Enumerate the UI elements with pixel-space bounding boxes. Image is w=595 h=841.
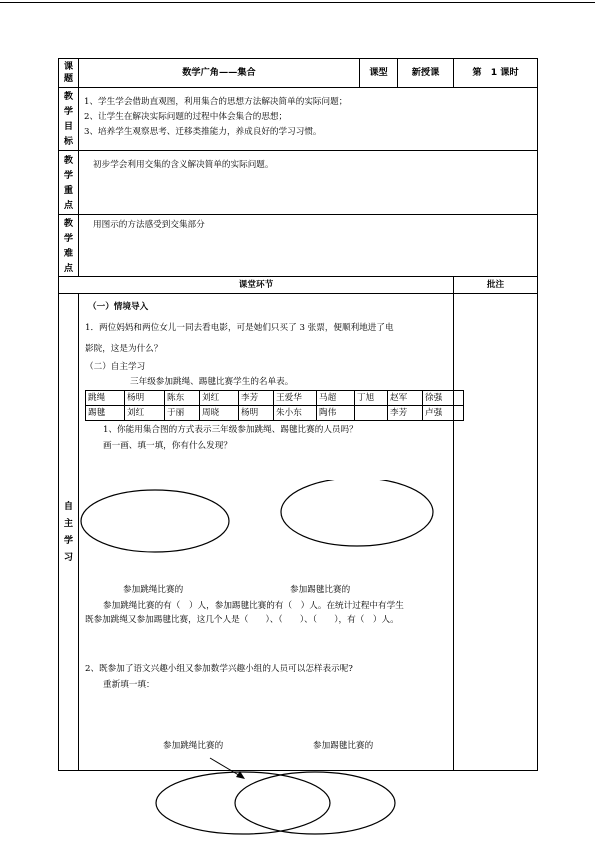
venn-2-left-label: 参加跳绳比赛的: [163, 741, 224, 751]
table-cell: 朱小东: [274, 406, 317, 421]
key-points-label-char: 重: [63, 184, 74, 196]
difficulties-cell: [78, 214, 538, 277]
period-cell: [453, 58, 538, 88]
topic-label-cell: [58, 58, 79, 88]
shuttlecock-set-ellipse: [235, 772, 395, 834]
table-cell: 卢强: [423, 406, 464, 421]
table-cell: 杨明: [239, 406, 274, 421]
jump-rope-set-ellipse: [156, 772, 330, 834]
class-steps-header: [58, 276, 454, 294]
table-cell: 王爱华: [274, 391, 317, 406]
lesson-type-value: 新授课: [411, 67, 440, 78]
table-cell: 陶伟: [317, 406, 355, 421]
table-cell: 马超: [317, 391, 355, 406]
venn-2-right-label: 参加踢毽比赛的: [313, 741, 374, 751]
table-cell: 李芳: [388, 406, 423, 421]
table-cell: 徐强: [423, 391, 464, 406]
type-value-cell: [397, 58, 454, 88]
key-points-label-cell: [58, 150, 79, 215]
table-cell: 杨明: [125, 391, 165, 406]
self-study-label-char: 主: [63, 518, 74, 529]
table-cell: 踢毽: [86, 406, 125, 421]
jump-rope-set-ellipse: [81, 490, 229, 552]
lesson-period: 第 1 课时: [472, 67, 519, 78]
task-1: 1、你能用集合图的方式表示三年级参加跳绳、踢毽比赛的人员吗？: [103, 425, 358, 435]
fill-in-line-1: 参加跳绳比赛的有（ ）人，参加踢毽比赛的有（ ）人。在统计过程中有学生: [103, 601, 404, 611]
difficulties-label-char: 学: [63, 232, 74, 244]
notes-header: [453, 276, 538, 294]
difficulties-text: 用图示的方法感受到交集部分: [93, 220, 205, 230]
objective-item: 1、学生学会借助直观图，利用集合的思想方法解决简单的实际问题；: [84, 97, 348, 107]
difficulties-label-char: 教: [63, 217, 74, 229]
table-cell: 赵军: [388, 391, 423, 406]
table-cell: 于丽: [165, 406, 200, 421]
key-points-text: 初步学会利用交集的含义解决简单的实际问题。: [93, 160, 274, 170]
venn-diagram-overlap: [150, 752, 450, 840]
self-study-label-char: 习: [63, 552, 74, 563]
key-points-label-char: 学: [63, 169, 74, 181]
question-1-line-1: 1．两位妈妈和两位女儿一同去看电影，可是她们只买了 3 张票，便顺利地进了电: [85, 323, 394, 333]
table-cell: 跳绳: [86, 391, 125, 406]
class-steps-title: 课堂环节: [238, 279, 274, 290]
type-label-cell: [359, 58, 398, 88]
venn-1-left-label: 参加跳绳比赛的: [123, 585, 184, 595]
key-points-cell: [78, 150, 538, 215]
objectives-label-cell: [58, 87, 79, 151]
topic-cell: [78, 58, 360, 88]
objectives-label-char: 教: [63, 91, 74, 102]
lesson-type-label: 课型: [369, 67, 388, 78]
venn-1-right-label: 参加踢毽比赛的: [290, 585, 351, 595]
table-row: [86, 406, 464, 421]
notes-cell: [453, 293, 538, 771]
task-1-sub: 画一画、填一填，你有什么发现？: [103, 441, 232, 451]
difficulties-label-char: 点: [63, 262, 74, 274]
objectives-label-char: 学: [63, 106, 74, 117]
objective-item: 3、培养学生观察思考、迁移类推能力，养成良好的学习习惯。: [84, 127, 322, 137]
objectives-label-char: 目: [63, 121, 74, 132]
table-cell: 李芳: [239, 391, 274, 406]
task-2: 2、既参加了语文兴趣小组又参加数学兴趣小组的人员可以怎样表示呢?: [85, 664, 353, 674]
table-cell: 周晓: [200, 406, 239, 421]
venn-diagram-separate: [78, 480, 454, 560]
roster-table: [85, 390, 464, 421]
table-cell: 丁旭: [355, 391, 388, 406]
self-study-label-cell: [58, 293, 79, 771]
task-2-sub: 重新填一填：: [103, 680, 155, 690]
table-cell: 陈东: [165, 391, 200, 406]
key-points-label-char: 教: [63, 154, 74, 166]
intro-title: （一）情境导入: [88, 302, 149, 312]
topic-label-char: 题: [63, 73, 74, 84]
question-1-line-2: 影院，这是为什么？: [85, 344, 163, 354]
shuttlecock-set-ellipse: [281, 480, 433, 546]
table-cell: 刘红: [200, 391, 239, 406]
table-cell: [355, 406, 388, 421]
objective-item: 2、让学生在解决实际问题的过程中体会集合的思想；: [84, 112, 288, 122]
page-top-rule: [0, 2, 595, 3]
difficulties-label-cell: [58, 214, 79, 277]
objectives-label-char: 标: [63, 136, 74, 147]
lesson-topic: 数学广角——集合: [182, 67, 256, 78]
self-study-label-char: 自: [63, 501, 74, 512]
key-points-label-char: 点: [63, 199, 74, 211]
roster-caption: 三年级参加跳绳、踢毽比赛学生的名单表。: [130, 377, 294, 387]
topic-label-char: 课: [63, 61, 74, 72]
notes-title: 批注: [486, 279, 505, 290]
self-study-label-char: 学: [63, 535, 74, 546]
objectives-cell: [78, 87, 538, 151]
fill-in-line-2: 既参加跳绳又参加踢毽比赛，这几个人是（ ）、（ ）、（ ），有（ ）人。: [85, 615, 399, 625]
table-row: [86, 391, 464, 406]
table-cell: 刘红: [125, 406, 165, 421]
difficulties-label-char: 难: [63, 247, 74, 259]
part-2-title: （二）自主学习: [85, 362, 146, 372]
